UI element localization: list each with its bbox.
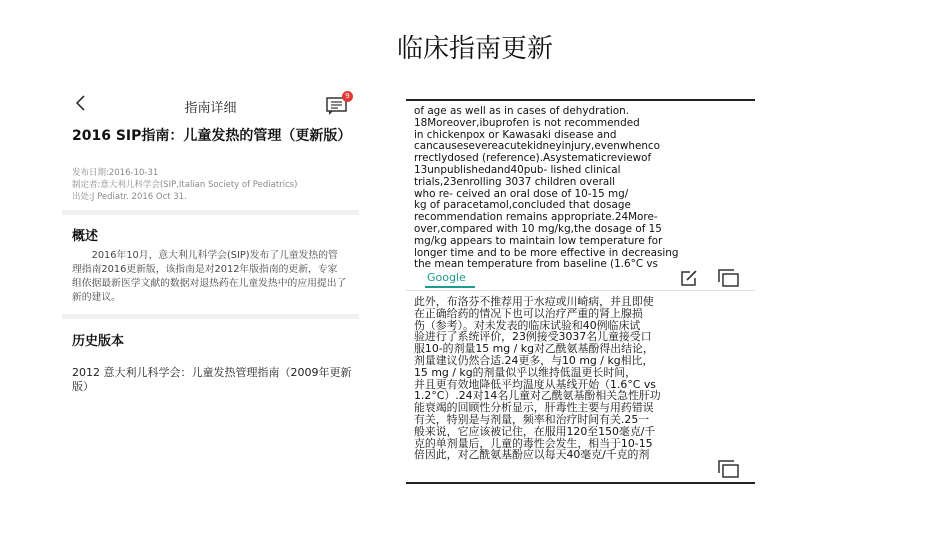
history-heading: 历史版本 <box>72 334 125 349</box>
english-line: longer time and to be more effective in decreasing <box>414 246 679 259</box>
bottom-rule <box>406 482 755 484</box>
chinese-line: 倍因此，对乙酰氨基酚应以每天40毫克/千克的剂 <box>414 448 650 462</box>
english-text <box>414 105 754 271</box>
english-line: recommendation remains appropriate.24More- <box>414 211 658 224</box>
english-line: of age as well as in cases of dehydration. <box>414 105 629 117</box>
chinese-line: 1.2°C）.24对14名儿童对乙酰氨基酚相关急性肝功 <box>414 389 661 403</box>
english-line: cancausesevereacutekidneyinjury,evenwhenco <box>414 140 661 153</box>
document-meta <box>72 167 357 203</box>
translate-toolbar <box>406 266 755 291</box>
translation-screen <box>406 99 756 485</box>
english-line: rrectlydosed (reference).Asystematicreviewof <box>414 152 652 165</box>
english-line: 13unpublishedand40pub- lished clinical <box>414 163 621 176</box>
chinese-line: 剂量建议仍然合适.24更多，与10 mg / kg相比， <box>414 353 654 367</box>
english-line: in chickenpox or Kawasaki disease and <box>414 128 617 141</box>
chinese-line: 般来说，它应该被记住，在服用120至150毫克/千 <box>414 424 656 438</box>
chinese-line: 服10-的剂量15 mg / kg对乙酰氨基酚得出结论， <box>414 342 654 356</box>
chinese-line: 有关，特别是与剂量，频率和治疗时间有关.25一 <box>414 412 650 426</box>
chinese-line: 此外，布洛芬不推荐用于水痘或川崎病，并且即使 <box>414 295 654 308</box>
google-tab[interactable]: Google <box>427 271 466 284</box>
tab-underline <box>425 286 475 288</box>
guideline-detail-screen <box>62 88 359 418</box>
english-line: the mean temperature from baseline (1.6°C vs <box>414 258 658 271</box>
publish-date: 发布日期:2016-10-31 <box>72 168 159 178</box>
copy-icon[interactable] <box>717 269 739 287</box>
chinese-line: 克的单剂量后，儿童的毒性会发生，相当于10-15 <box>414 436 653 450</box>
chinese-line: 验进行了系统评价，23例接受3037名儿童接受口 <box>414 330 652 344</box>
slide-title: 临床指南更新 <box>396 34 553 64</box>
english-line: trials,23enrolling 3037 children overall <box>414 175 615 188</box>
document-title: 2016 SIP指南：儿童发热的管理（更新版） <box>72 128 352 144</box>
message-badge: 9 <box>342 91 353 102</box>
english-line: over,compared with 10 mg/kg,the dosage of 15 <box>414 222 662 235</box>
section-divider <box>62 314 359 319</box>
history-item[interactable]: 2012 意大利儿科学会：儿童发热管理指南（2009年更新版） <box>72 366 352 393</box>
chinese-line: 能衰竭的回顾性分析显示，肝毒性主要与用药错误 <box>414 401 654 415</box>
english-line: who re- ceived an oral dose of 10-15 mg/ <box>414 187 629 200</box>
chinese-line: 并且更有效地降低平均温度从基线开始（1.6°C vs <box>414 377 656 391</box>
chinese-line: 伤（参考）。对未发表的临床试验和40例临床试 <box>414 318 641 332</box>
chinese-translation <box>414 295 747 462</box>
chinese-line: 在正确给药的情况下也可以治疗严重的肾上腺损 <box>414 306 643 320</box>
english-line: mg/kg appears to maintain low temperature for <box>414 234 663 247</box>
author: 制定者:意大利儿科学会(SIP,Italian Society of Pediatrics) <box>72 180 298 190</box>
nav-title: 指南详细 <box>184 101 237 116</box>
chinese-line: 15 mg / kg的剂量似乎以维持低温更长时间， <box>414 365 637 379</box>
summary-text: 2016年10月，意大利儿科学会(SIP)发布了儿童发热的管理指南2016更新版，该指南是对2012年版指南的更新，专家组依据最新医学文献的数据对退热药在儿童发热中的应用提出了新的建议。 <box>72 250 347 303</box>
nav-bar <box>62 88 359 120</box>
source: 出处:J Pediatr. 2016 Oct 31. <box>72 192 187 202</box>
english-line: kg of paracetamol,concluded that dosage <box>414 199 631 212</box>
english-line: 18Moreover,ibuprofen is not recommended <box>414 116 640 129</box>
section-divider <box>62 210 359 215</box>
summary-heading: 概述 <box>72 229 99 244</box>
top-rule <box>406 99 755 101</box>
copy-icon[interactable] <box>717 460 739 478</box>
edit-icon[interactable] <box>680 269 698 287</box>
